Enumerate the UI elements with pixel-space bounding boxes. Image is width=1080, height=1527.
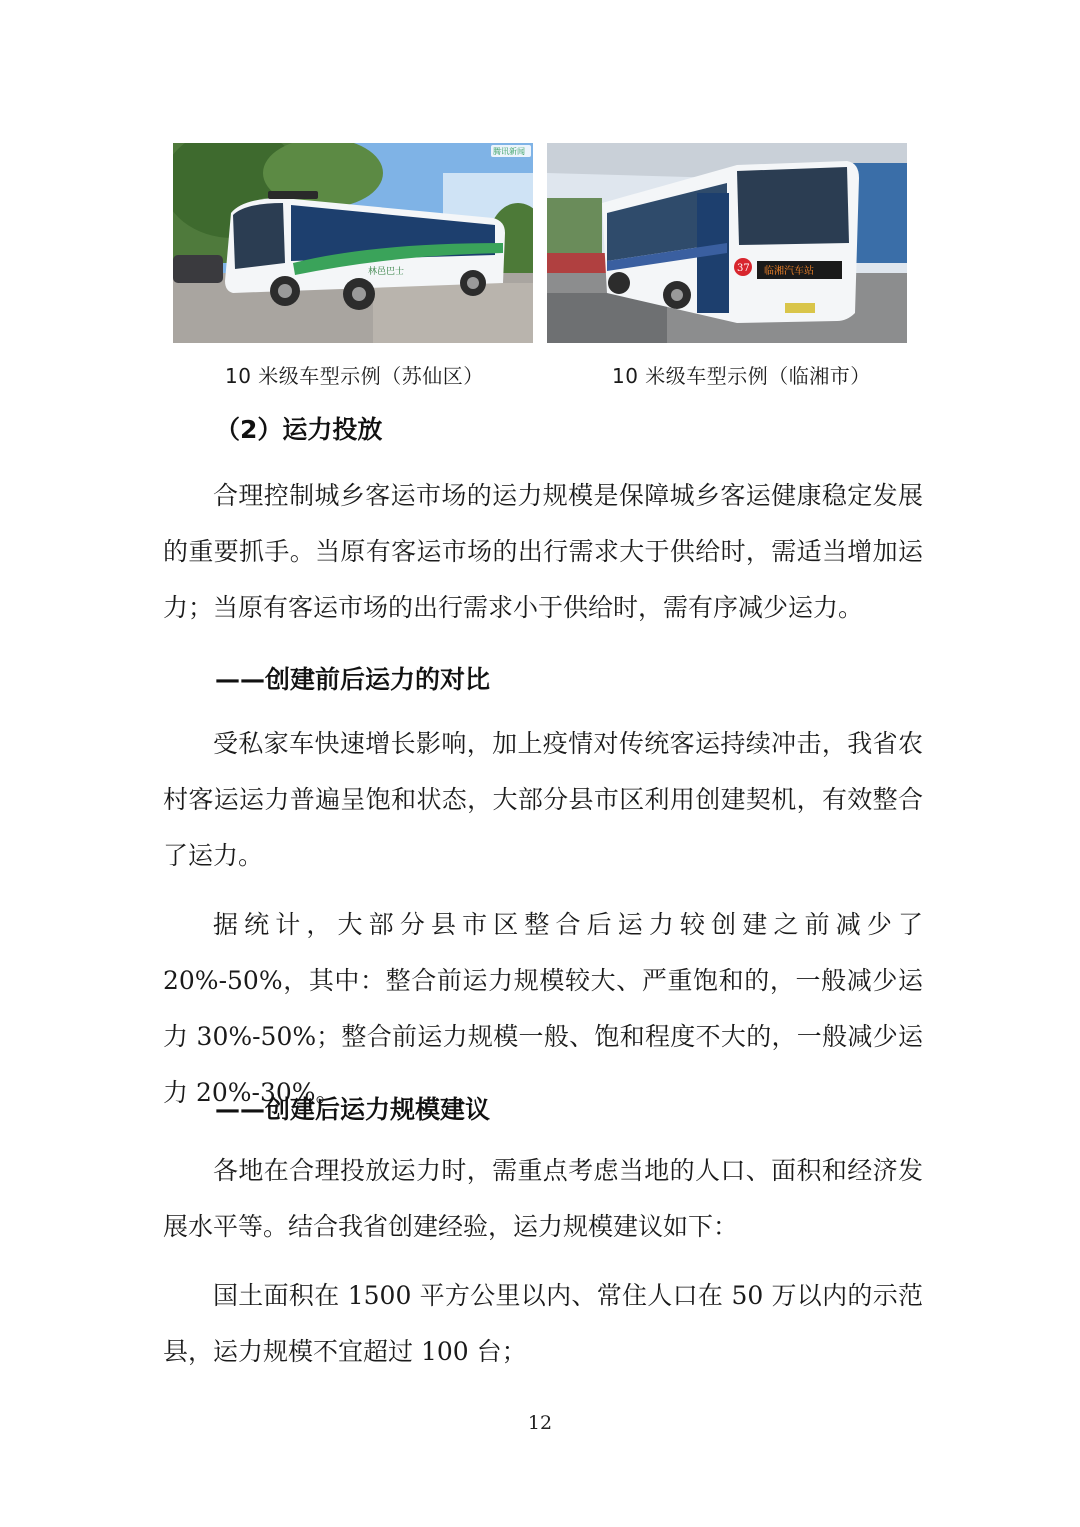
bus-photo-suxian (173, 143, 533, 343)
subheading-comparison: ——创建前后运力的对比 (215, 665, 491, 694)
route-number-text: 37 (737, 263, 750, 274)
paragraph-recommendation-2: 国土面积在 1500 平方公里以内、常住人口在 50 万以内的示范县，运力规模不宜超过 100 台； (163, 1281, 923, 1366)
subheading-recommendation: ——创建后运力规模建议 (215, 1095, 491, 1124)
page-number: 12 (527, 1412, 553, 1434)
figure-caption-suxian: 10 米级车型示例（苏仙区） (225, 364, 484, 388)
paragraph-comparison-2: 据统计，大部分县市区整合后运力较创建之前减少了 20%-50%，其中：整合前运力规模较大、严重饱和的，一般减少运力 30%-50%；整合前运力规模一般、饱和程度不大的，一般减少运力 20%-30%。 (163, 910, 923, 1107)
section-heading: （2）运力投放 (215, 415, 383, 444)
bus-image-suxian (173, 143, 533, 343)
bus-photo-linxiang (547, 143, 907, 343)
bus-image-linxiang (547, 143, 907, 343)
destination-sign-text: 临湘汽车站 (764, 266, 814, 277)
figure-caption-linxiang: 10 米级车型示例（临湘市） (612, 364, 871, 388)
paragraph-intro: 合理控制城乡客运市场的运力规模是保障城乡客运健康稳定发展的重要抓手。当原有客运市场的出行需求大于供给时，需适当增加运力；当原有客运市场的出行需求小于供给时，需有序减少运力。 (163, 481, 923, 622)
paragraph-comparison-1: 受私家车快速增长影响，加上疫情对传统客运持续冲击，我省农村客运运力普遍呈饱和状态，大部分县市区利用创建契机，有效整合了运力。 (163, 729, 923, 870)
corner-logo-text: 腾讯新闻 (493, 147, 525, 156)
paragraph-recommendation-1: 各地在合理投放运力时，需重点考虑当地的人口、面积和经济发展水平等。结合我省创建经验，运力规模建议如下： (163, 1156, 923, 1241)
bus-sign-text: 林邑巴士 (368, 267, 405, 277)
